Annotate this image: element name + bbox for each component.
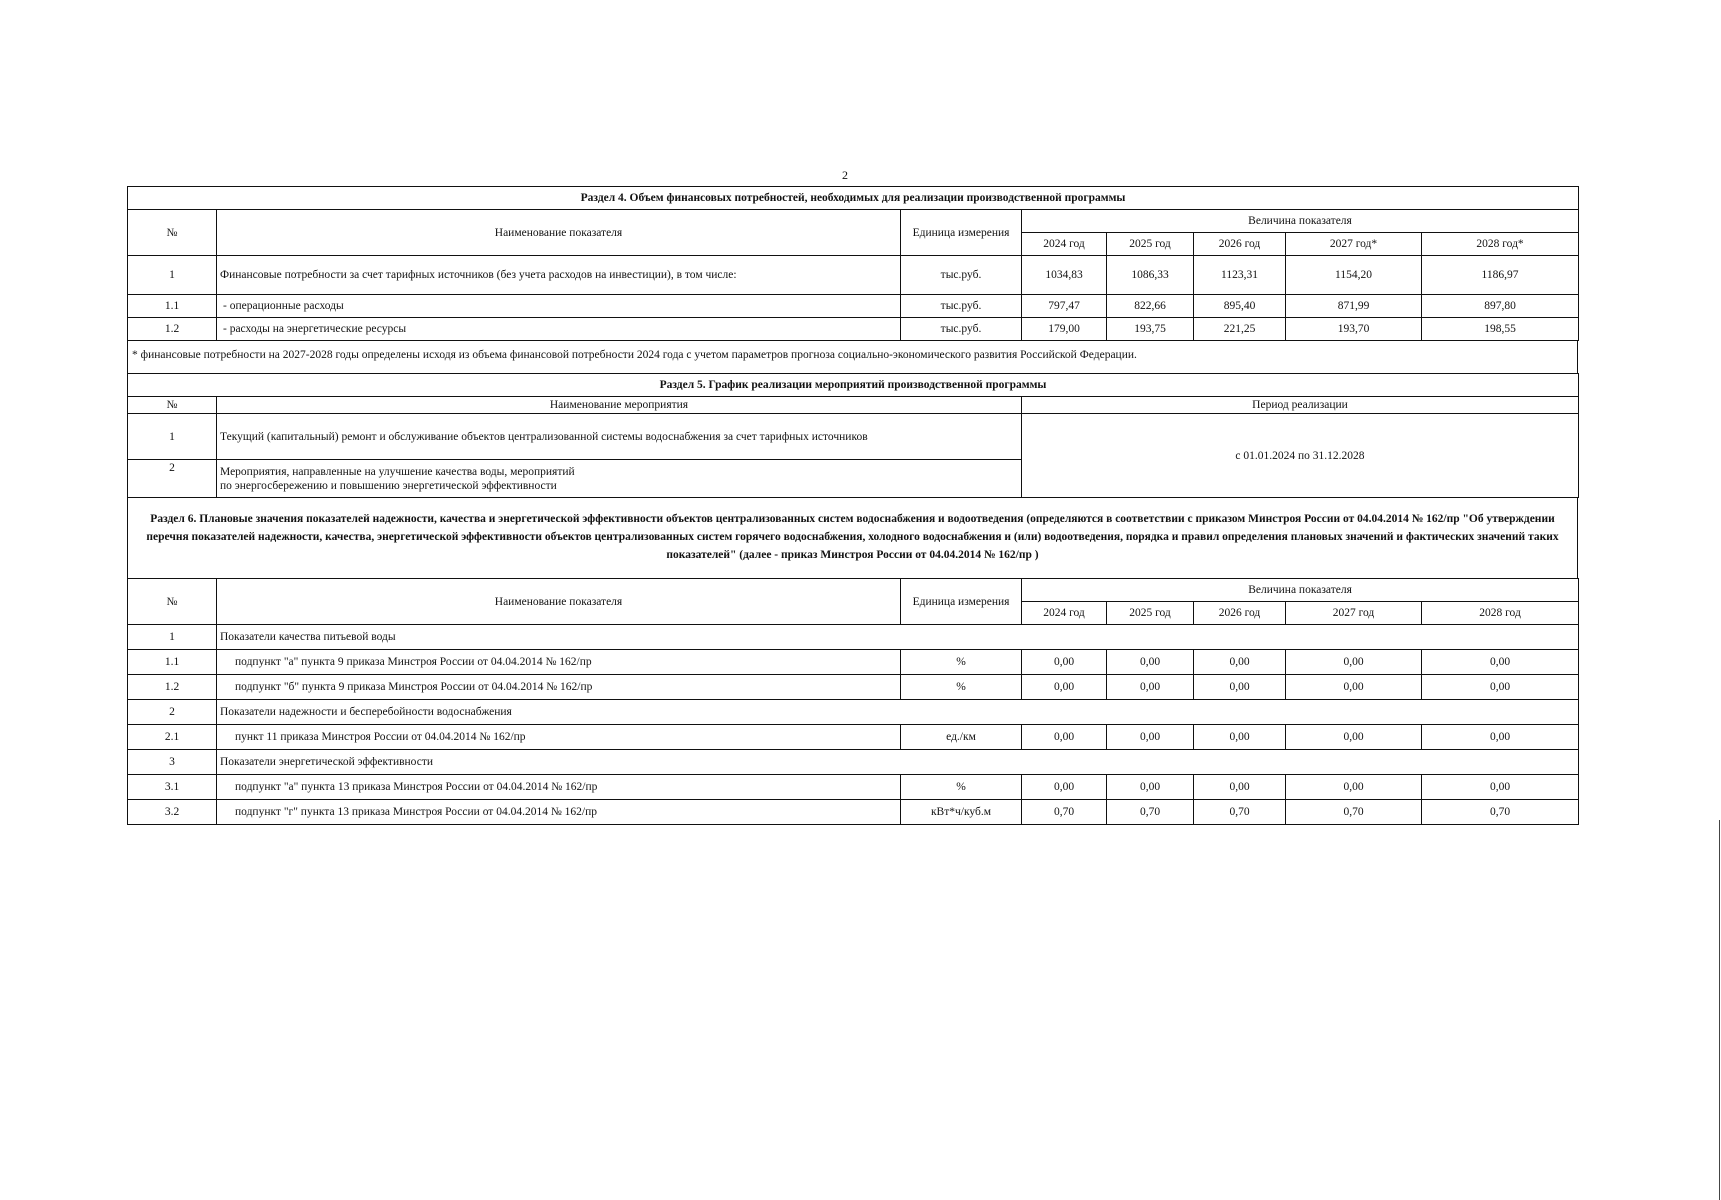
scan-edge-stroke [1719, 820, 1720, 1200]
row-num: 1.1 [128, 295, 217, 318]
group-row [128, 625, 1579, 650]
row-value: 1154,20 [1286, 256, 1422, 295]
row-value: 797,47 [1022, 295, 1107, 318]
section6-title: Раздел 6. Плановые значения показателей надежности, качества и энергетической эффективности объектов централизованных систем водоснабжения и водоотведения (определяются в соответствии с приказом Минстроя России от 04.04.2014 № 162/пр "Об утверждении перечня показателей надежности, качества, энергетической эффективности объектов централизованных систем горячего водоснабжения, холодного водоснабжения и (или) водоотведения, порядка и правил определения плановых значений и фактических значений таких показателей" (далее - приказ Минстроя России от 04.04.2014 № 162/пр ) [127, 498, 1578, 578]
row-value: 0,00 [1422, 775, 1579, 800]
group-row [128, 750, 1579, 775]
header-year: 2027 год* [1286, 233, 1422, 256]
row-value: 0,70 [1022, 800, 1107, 825]
row-name-line: по энергосбережению и повышению энергетической эффективности [220, 479, 557, 492]
header-value-group: Величина показателя [1022, 579, 1579, 602]
header-year: 2025 год [1107, 233, 1194, 256]
row-value: 0,00 [1194, 725, 1286, 750]
row-value: 1086,33 [1107, 256, 1194, 295]
row-value: 0,70 [1286, 800, 1422, 825]
header-name: Наименование показателя [217, 579, 901, 625]
header-year: 2025 год [1107, 602, 1194, 625]
row-name: подпункт "г" пункта 13 приказа Минстроя России от 04.04.2014 № 162/пр [217, 800, 901, 825]
section6-table [127, 578, 1579, 825]
row-value: 1123,31 [1194, 256, 1286, 295]
header-year: 2028 год [1422, 602, 1579, 625]
section4-table [127, 186, 1579, 341]
row-value: 0,00 [1107, 775, 1194, 800]
row-num: 2 [128, 460, 217, 498]
row-value: 0,00 [1194, 650, 1286, 675]
row-value: 193,75 [1107, 318, 1194, 341]
table-row [128, 318, 1579, 341]
table-row [128, 295, 1579, 318]
row-num: 2.1 [128, 725, 217, 750]
table-row [128, 650, 1579, 675]
section5-table [127, 373, 1579, 498]
header-year: 2026 год [1194, 233, 1286, 256]
row-value: 897,80 [1422, 295, 1579, 318]
row-value: 0,00 [1022, 675, 1107, 700]
row-value: 0,00 [1107, 650, 1194, 675]
row-unit: ед./км [901, 725, 1022, 750]
section4-footnote: * финансовые потребности на 2027-2028 годы определены исходя из объема финансовой потребности 2024 года с учетом параметров прогноза социально-экономического развития Российской Федерации. [127, 341, 1578, 373]
row-num: 1.2 [128, 675, 217, 700]
header-year: 2024 год [1022, 233, 1107, 256]
row-num: 1.1 [128, 650, 217, 675]
row-unit: кВт*ч/куб.м [901, 800, 1022, 825]
row-unit: % [901, 675, 1022, 700]
row-value: 221,25 [1194, 318, 1286, 341]
row-value: 0,00 [1107, 725, 1194, 750]
row-value: 198,55 [1422, 318, 1579, 341]
group-num: 1 [128, 625, 217, 650]
row-unit: тыс.руб. [901, 295, 1022, 318]
row-name: подпункт "б" пункта 9 приказа Минстроя России от 04.04.2014 № 162/пр [217, 675, 901, 700]
header-unit: Единица измерения [901, 210, 1022, 256]
row-unit: тыс.руб. [901, 256, 1022, 295]
table-row [128, 675, 1579, 700]
row-name: подпункт "а" пункта 9 приказа Минстроя России от 04.04.2014 № 162/пр [217, 650, 901, 675]
row-num: 3.1 [128, 775, 217, 800]
row-value: 0,00 [1422, 725, 1579, 750]
row-name [217, 460, 1022, 498]
row-name: Финансовые потребности за счет тарифных источников (без учета расходов на инвестиции), в том числе: [217, 256, 901, 295]
header-year: 2024 год [1022, 602, 1107, 625]
row-value: 0,00 [1107, 675, 1194, 700]
row-value: 0,00 [1286, 725, 1422, 750]
header-name: Наименование показателя [217, 210, 901, 256]
row-value: 193,70 [1286, 318, 1422, 341]
row-name: - расходы на энергетические ресурсы [217, 318, 901, 341]
row-unit: % [901, 775, 1022, 800]
row-value: 179,00 [1022, 318, 1107, 341]
row-value: 0,00 [1194, 675, 1286, 700]
row-value: 0,70 [1422, 800, 1579, 825]
header-activity: Наименование мероприятия [217, 397, 1022, 414]
header-value-group: Величина показателя [1022, 210, 1579, 233]
row-value: 0,00 [1194, 775, 1286, 800]
group-name: Показатели энергетической эффективности [217, 750, 1579, 775]
section5-title: Раздел 5. График реализации мероприятий производственной программы [128, 374, 1579, 397]
header-year: 2028 год* [1422, 233, 1579, 256]
row-value: 822,66 [1107, 295, 1194, 318]
row-name: подпункт "а" пункта 13 приказа Минстроя России от 04.04.2014 № 162/пр [217, 775, 901, 800]
header-unit: Единица измерения [901, 579, 1022, 625]
row-value: 0,70 [1194, 800, 1286, 825]
row-name: пункт 11 приказа Минстроя России от 04.04.2014 № 162/пр [217, 725, 901, 750]
row-unit: % [901, 650, 1022, 675]
header-period: Период реализации [1022, 397, 1579, 414]
section4-title: Раздел 4. Объем финансовых потребностей, необходимых для реализации производственной программы [128, 187, 1579, 210]
row-name-line: Мероприятия, направленные на улучшение качества воды, мероприятий [220, 465, 575, 478]
group-name: Показатели качества питьевой воды [217, 625, 1579, 650]
page-number: 2 [842, 168, 848, 182]
group-name: Показатели надежности и бесперебойности водоснабжения [217, 700, 1579, 725]
scan-edge-line [1717, 0, 1721, 1200]
group-row [128, 700, 1579, 725]
row-value: 0,00 [1422, 650, 1579, 675]
row-name: - операционные расходы [217, 295, 901, 318]
header-num: № [128, 210, 217, 256]
period-value: с 01.01.2024 по 31.12.2028 [1022, 414, 1579, 498]
row-value: 0,00 [1286, 775, 1422, 800]
header-num: № [128, 579, 217, 625]
row-value: 0,00 [1286, 650, 1422, 675]
row-value: 871,99 [1286, 295, 1422, 318]
row-num: 1.2 [128, 318, 217, 341]
row-value: 0,00 [1022, 650, 1107, 675]
table-row [128, 256, 1579, 295]
row-value: 0,00 [1022, 725, 1107, 750]
row-name: Текущий (капитальный) ремонт и обслуживание объектов централизованной системы водоснабжения за счет тарифных источников [217, 414, 1022, 460]
row-num: 1 [128, 414, 217, 460]
table-row [128, 414, 1579, 460]
header-year: 2026 год [1194, 602, 1286, 625]
row-value: 1186,97 [1422, 256, 1579, 295]
document-body [127, 186, 1578, 825]
header-num: № [128, 397, 217, 414]
table-row [128, 775, 1579, 800]
row-num: 3.2 [128, 800, 217, 825]
row-value: 0,00 [1286, 675, 1422, 700]
row-value: 895,40 [1194, 295, 1286, 318]
row-value: 0,00 [1022, 775, 1107, 800]
table-row [128, 725, 1579, 750]
row-value: 1034,83 [1022, 256, 1107, 295]
row-value: 0,70 [1107, 800, 1194, 825]
table-row [128, 800, 1579, 825]
row-unit: тыс.руб. [901, 318, 1022, 341]
group-num: 2 [128, 700, 217, 725]
row-num: 1 [128, 256, 217, 295]
row-value: 0,00 [1422, 675, 1579, 700]
header-year: 2027 год [1286, 602, 1422, 625]
group-num: 3 [128, 750, 217, 775]
